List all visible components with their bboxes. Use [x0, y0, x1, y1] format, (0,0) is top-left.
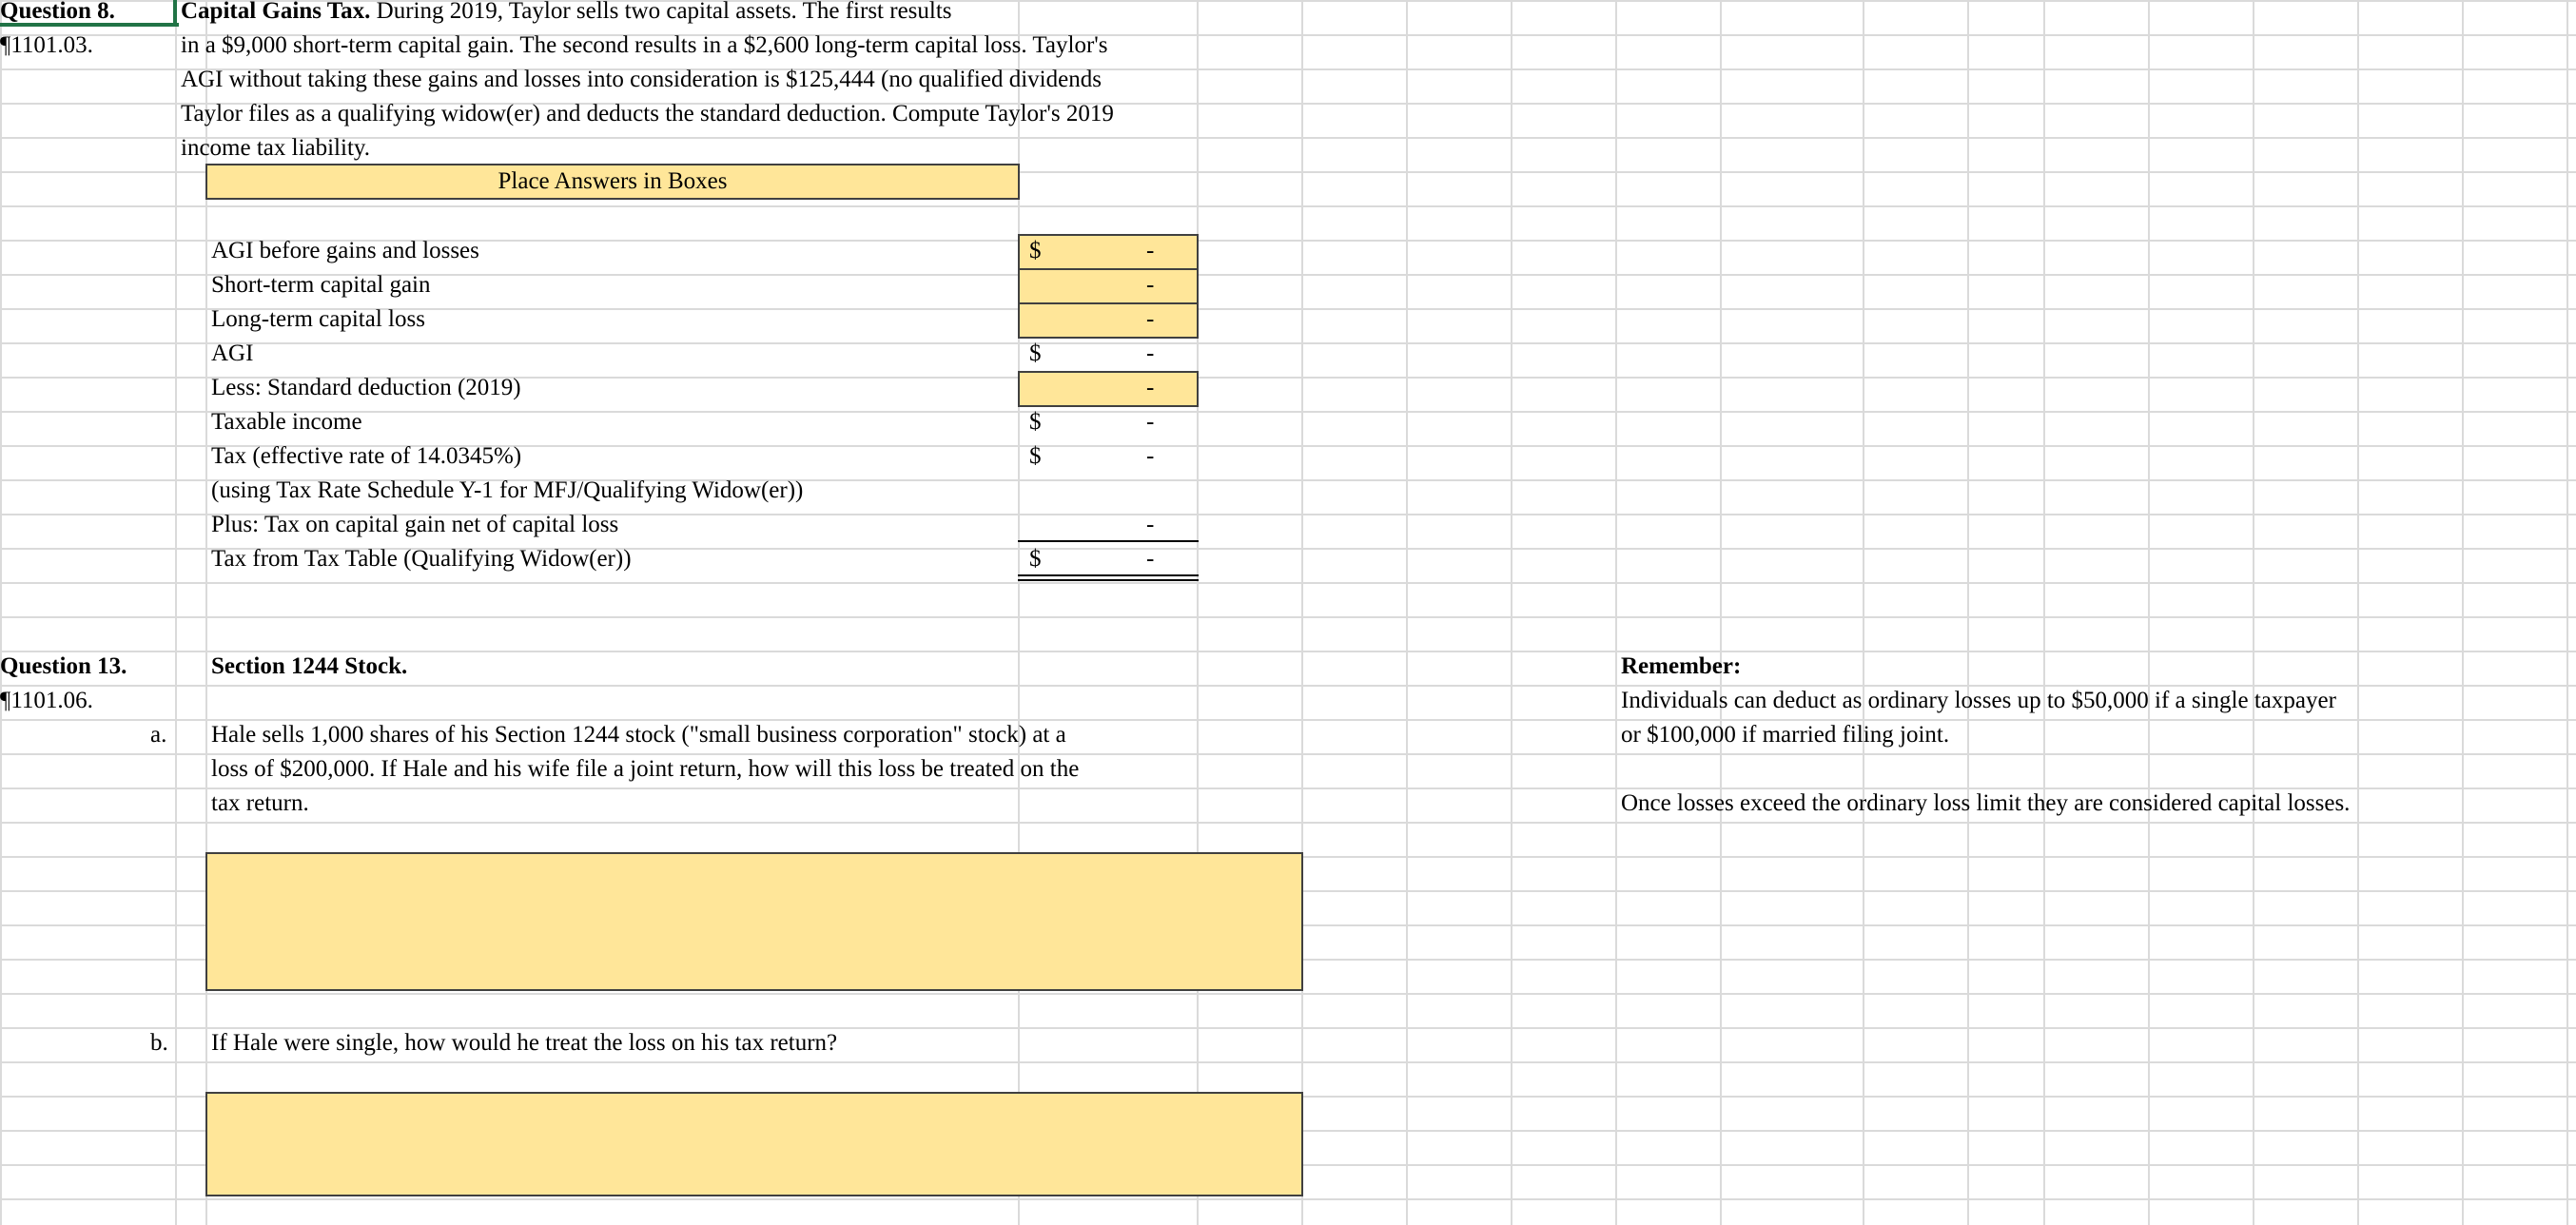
- answers-header: Place Answers in Boxes: [205, 164, 1020, 200]
- question-8-line5: income tax liability.: [181, 135, 371, 161]
- answer-cell-long-term-loss[interactable]: [1018, 302, 1199, 339]
- part-a-line1: Hale sells 1,000 shares of his Section 1244 stock ("small business corporation" stock) at a: [211, 722, 1066, 748]
- gridline: [175, 0, 177, 1225]
- question-8-text: During 2019, Taylor sells two capital assets. The first results: [370, 0, 952, 24]
- row-label: AGI before gains and losses: [211, 238, 479, 263]
- part-a-marker: a.: [150, 722, 167, 748]
- row-label: Plus: Tax on capital gain net of capital loss: [211, 512, 619, 537]
- gridline: [1406, 0, 1408, 1225]
- row-label: (using Tax Rate Schedule Y-1 for MFJ/Qualifying Widow(er)): [211, 477, 804, 503]
- value-tax: -: [1146, 443, 1155, 469]
- gridline: [2566, 0, 2568, 1225]
- row-label: Long-term capital loss: [211, 306, 425, 332]
- question-8-line2: in a $9,000 short-term capital gain. The second results in a $2,600 long-term capital loss. Taylor's: [181, 32, 1108, 58]
- row-label: Short-term capital gain: [211, 272, 431, 298]
- dollar-sign: $: [1029, 443, 1042, 469]
- total-underline: [1018, 540, 1199, 542]
- value-tax-from-table: -: [1146, 546, 1155, 572]
- row-label: Less: Standard deduction (2019): [211, 375, 521, 400]
- value-agi: -: [1146, 340, 1155, 366]
- answer-box-part-a[interactable]: [205, 852, 1303, 991]
- question-8-title: Capital Gains Tax.: [181, 0, 371, 24]
- dollar-sign: $: [1029, 340, 1042, 366]
- part-b-marker: b.: [150, 1030, 168, 1056]
- value-taxable-income: -: [1146, 409, 1155, 435]
- gridline: [2043, 0, 2045, 1225]
- row-label: AGI: [211, 340, 254, 366]
- part-b-line1: If Hale were single, how would he treat the loss on his tax return?: [211, 1030, 838, 1056]
- part-a-line3: tax return.: [211, 790, 309, 816]
- remember-line1: Individuals can deduct as ordinary losses up to $50,000 if a single taxpayer: [1621, 688, 2336, 713]
- gridline: [1967, 0, 1969, 1225]
- question-13-label: Question 13.: [0, 653, 127, 679]
- gridline: [2357, 0, 2359, 1225]
- double-underline: [1018, 574, 1199, 576]
- question-8-line3: AGI without taking these gains and losses into consideration is $125,444 (no qualified dividends: [181, 67, 1102, 92]
- remember-line2: or $100,000 if married filing joint.: [1621, 722, 1950, 748]
- dollar-sign: $: [1029, 546, 1042, 572]
- remember-title: Remember:: [1621, 653, 1742, 679]
- question-13-ref: ¶1101.06.: [0, 688, 93, 713]
- gridline: [1511, 0, 1512, 1225]
- remember-line3: Once losses exceed the ordinary loss limit they are considered capital losses.: [1621, 790, 2351, 816]
- answer-cell-standard-deduction[interactable]: [1018, 371, 1199, 407]
- question-8-label: Question 8.: [0, 0, 115, 24]
- gridline: [1863, 0, 1864, 1225]
- gridline: [2462, 0, 2464, 1225]
- active-cell-indicator: [173, 0, 177, 27]
- question-8-ref: ¶1101.03.: [0, 32, 93, 58]
- value-long-term-loss: -: [1146, 306, 1155, 332]
- part-a-line2: loss of $200,000. If Hale and his wife file a joint return, how will this loss be treated on the: [211, 756, 1080, 782]
- value-agi-before: -: [1146, 238, 1155, 263]
- double-underline: [1018, 579, 1199, 581]
- gridline: [2148, 0, 2150, 1225]
- question-8-line1: [181, 0, 952, 29]
- answer-cell-short-term-gain[interactable]: [1018, 268, 1199, 304]
- row-label: Taxable income: [211, 409, 362, 435]
- answer-box-part-b[interactable]: [205, 1092, 1303, 1196]
- row-label: Tax from Tax Table (Qualifying Widow(er)): [211, 546, 632, 572]
- value-standard-deduction: -: [1146, 375, 1155, 400]
- gridline: [1720, 0, 1722, 1225]
- gridline: [2253, 0, 2254, 1225]
- value-tax-capital-gain: -: [1146, 512, 1155, 537]
- gridline: [1615, 0, 1617, 1225]
- dollar-sign: $: [1029, 238, 1042, 263]
- answer-cell-agi-before[interactable]: [1018, 234, 1199, 270]
- question-13-title: Section 1244 Stock.: [211, 653, 408, 679]
- gridline: [1301, 0, 1303, 1225]
- value-short-term-gain: -: [1146, 272, 1155, 298]
- row-label: Tax (effective rate of 14.0345%): [211, 443, 522, 469]
- dollar-sign: $: [1029, 409, 1042, 435]
- question-8-line4: Taylor files as a qualifying widow(er) and deducts the standard deduction. Compute Taylor's 2019: [181, 101, 1114, 126]
- gridline: [1197, 0, 1199, 1225]
